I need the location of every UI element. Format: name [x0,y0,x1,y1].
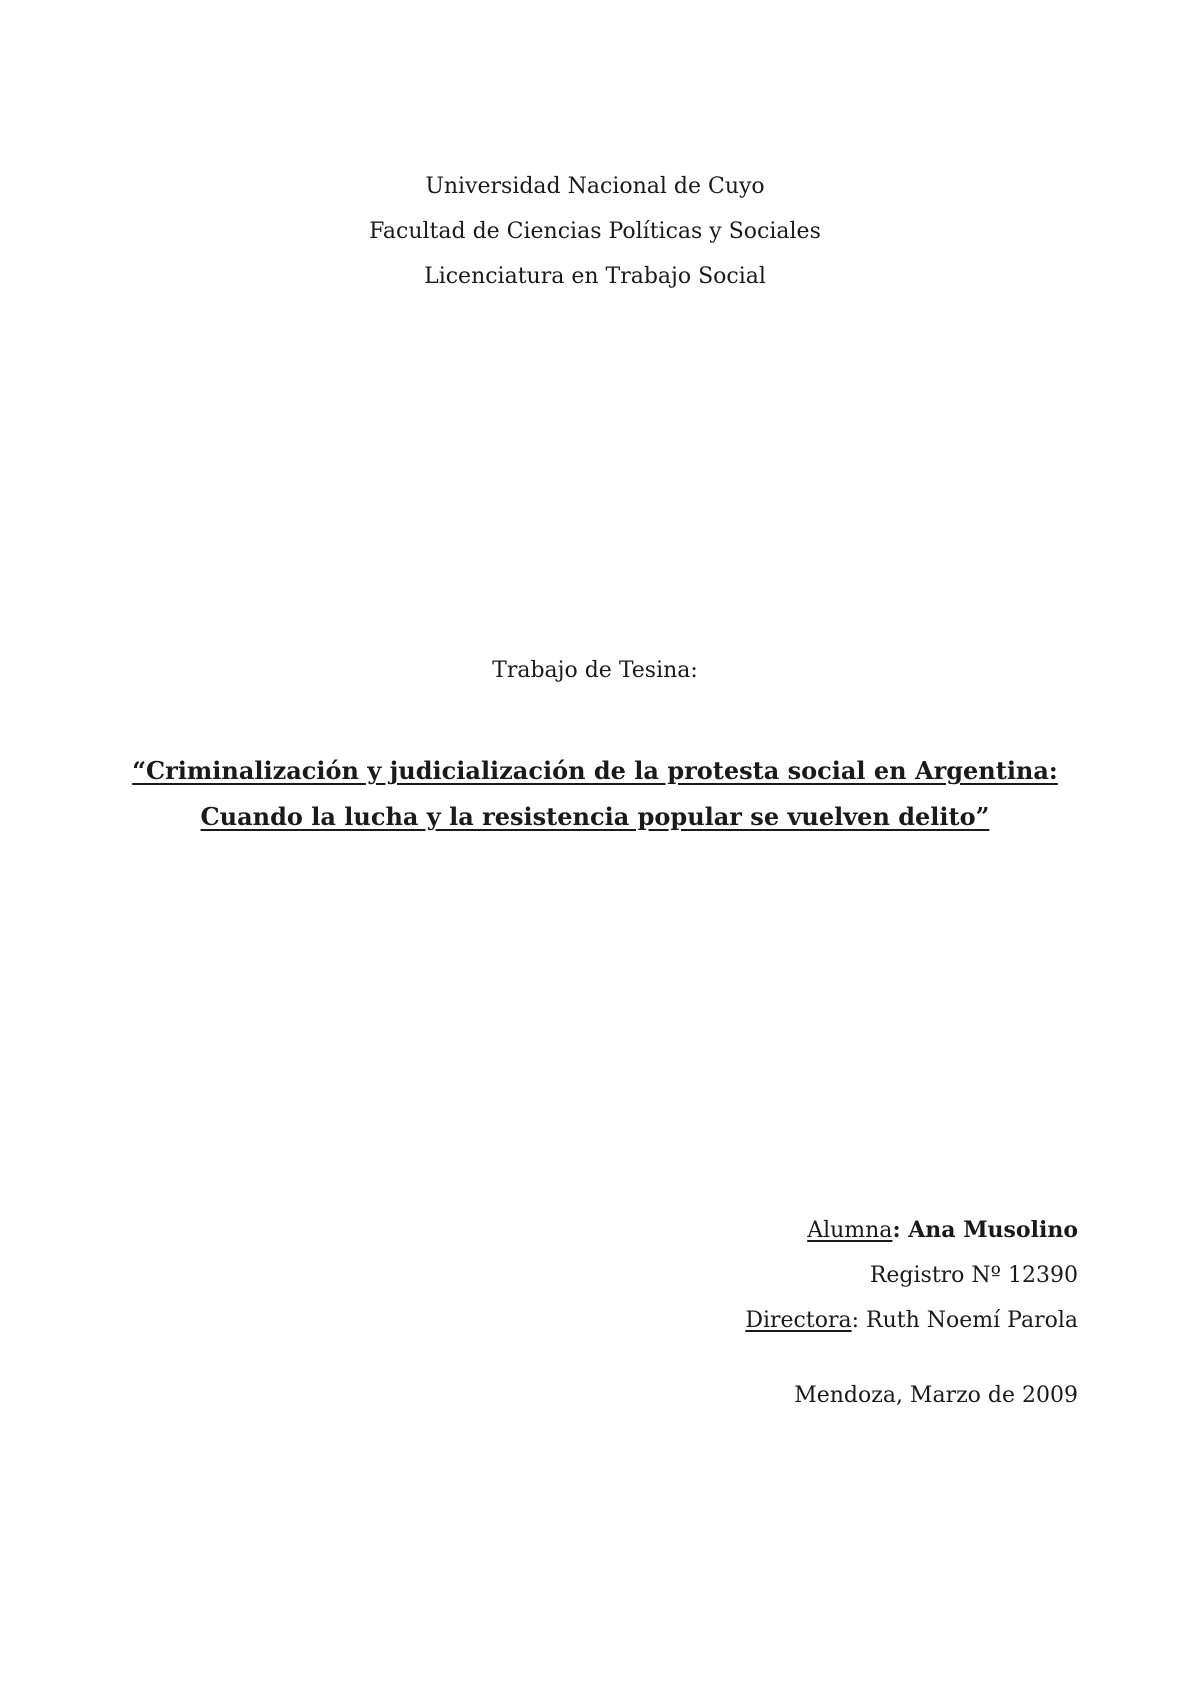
institution-header [0,164,1190,299]
university-name: Universidad Nacional de Cuyo [425,174,765,199]
student-name: Ana Musolino [908,1217,1078,1243]
director-label: Directora [745,1308,852,1333]
faculty-name: Facultad de Ciencias Políticas y Sociales [369,219,821,244]
student-row [745,1208,1078,1253]
thesis-title-line-2: Cuando la lucha y la resistencia popular se vuelven delito” [200,802,990,831]
student-label: Alumna [807,1218,893,1243]
student-separator: : [892,1217,909,1243]
thesis-label: Trabajo de Tesina: [492,658,698,683]
director-separator: : [851,1308,866,1333]
credits-block [745,1208,1078,1343]
director-name: Ruth Noemí Parola [866,1308,1078,1333]
degree-name: Licenciatura en Trabajo Social [424,264,766,289]
thesis-title [0,748,1190,840]
registration-number: Registro Nº 12390 [869,1263,1078,1288]
place-and-date: Mendoza, Marzo de 2009 [794,1383,1078,1408]
thesis-title-line-1: “Criminalización y judicialización de la protesta social en Argentina: [132,756,1058,785]
director-row [745,1298,1078,1343]
